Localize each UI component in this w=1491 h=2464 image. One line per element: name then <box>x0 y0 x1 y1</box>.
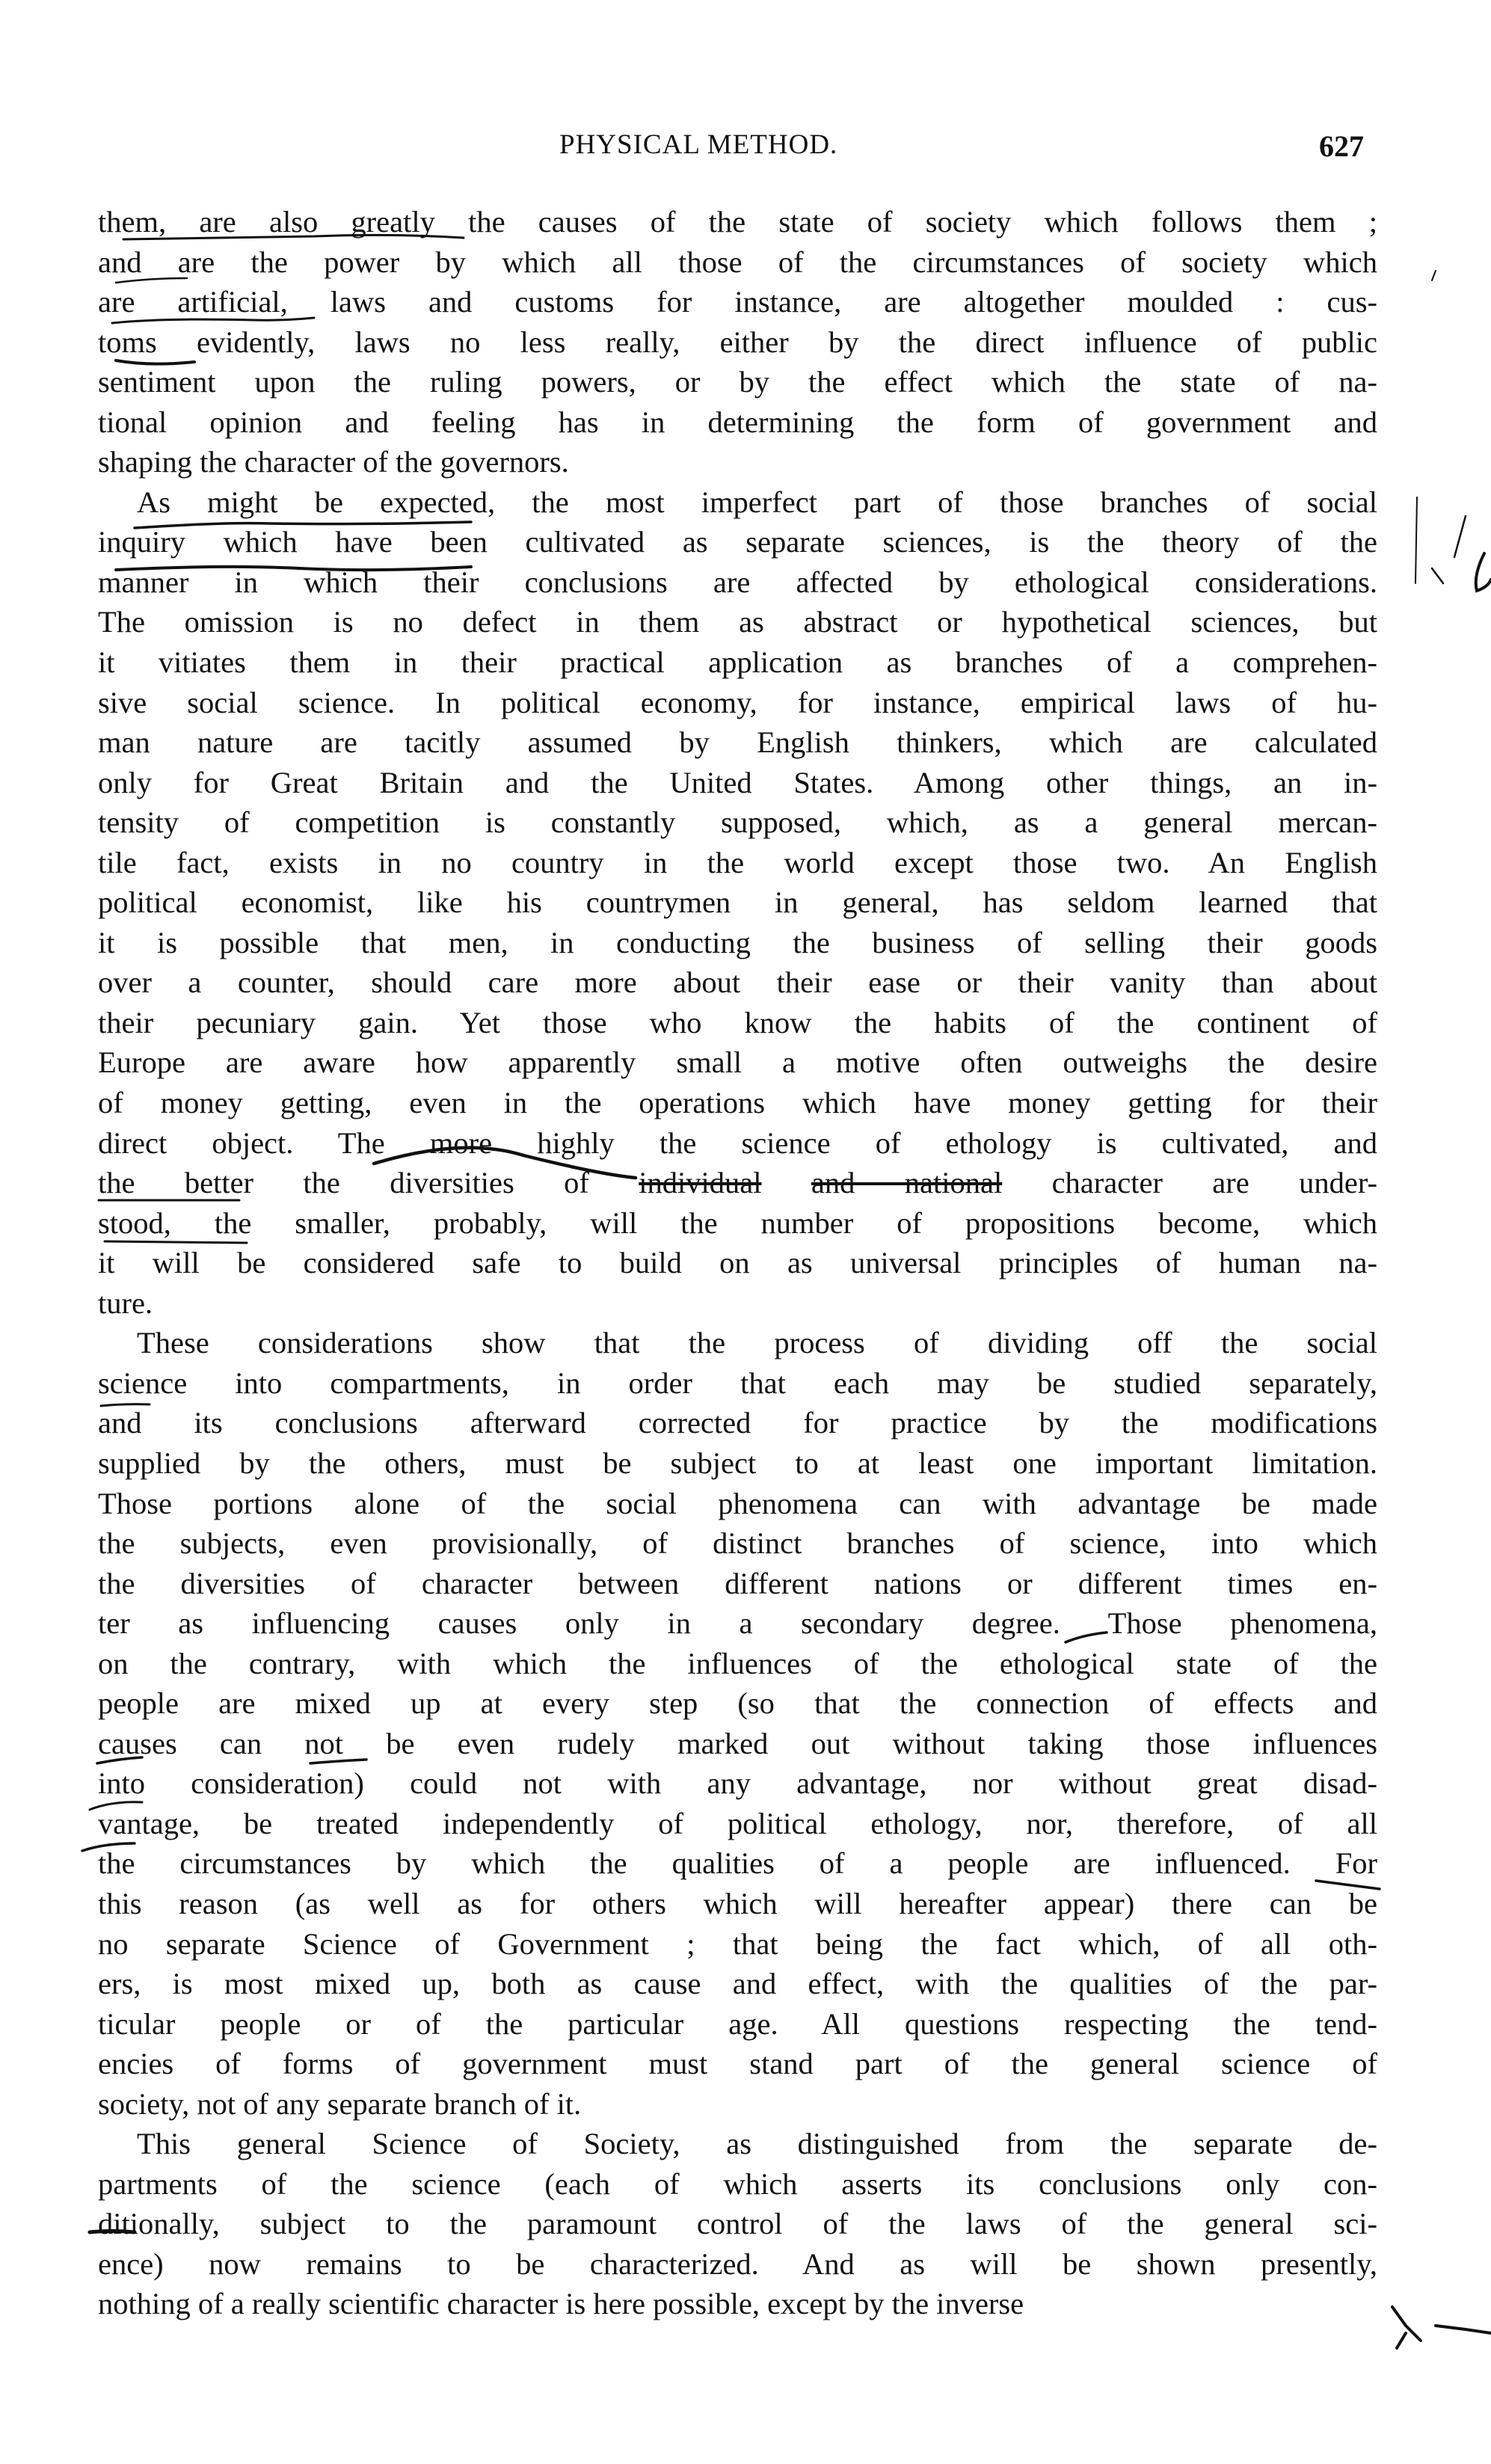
text-line: it is possible that men, in conducting the business of selling their goods <box>98 925 1377 959</box>
text-line: As might be expected, the most imperfect part of those branches of social <box>137 485 1377 519</box>
text-line: science into compartments, in order that each may be studied separately, <box>98 1365 1377 1400</box>
text-line: supplied by the others, must be subject to at least one important limitation. <box>98 1445 1377 1480</box>
text-line: man nature are tacitly assumed by English thinkers, which are calculated <box>98 725 1377 760</box>
text-line: direct object. The more highly the science of ethology is cultivated, and <box>98 1125 1377 1160</box>
text-line: the circumstances by which the qualities of a people are influenced. For <box>98 1846 1377 1881</box>
text-line: tional opinion and feeling has in determining the form of government and <box>98 405 1377 439</box>
body-text <box>98 202 1377 2324</box>
text-line: sive social science. In political economy, for instance, empirical laws of hu- <box>98 685 1377 719</box>
text-line: no separate Science of Government ; that being the fact which, of all oth- <box>98 1926 1377 1961</box>
text-line: These considerations show that the process of dividing off the social <box>137 1326 1377 1360</box>
text-line: inquiry which have been cultivated as separate sciences, is the theory of the <box>98 525 1377 559</box>
margin-scribble <box>1415 497 1417 583</box>
text-line: on the contrary, with which the influences of the ethological state of the <box>98 1646 1377 1680</box>
text-line: ers, is most mixed up, both as cause and effect, with the qualities of the par- <box>98 1967 1377 2001</box>
text-line: ence) now remains to be characterized. And as will be shown presently, <box>98 2246 1377 2281</box>
running-head-title: PHYSICAL METHOD. <box>559 129 838 160</box>
text-line: their pecuniary gain. Yet those who know the habits of the continent of <box>98 1005 1377 1039</box>
text-line: vantage, be treated independently of political ethology, nor, therefore, of all <box>98 1806 1377 1840</box>
text-line: This general Science of Society, as distinguished from the separate de- <box>137 2127 1377 2161</box>
text-line: ticular people or of the particular age. All questions respecting the tend- <box>98 2006 1377 2041</box>
struck-word: individual <box>639 1166 762 1200</box>
text-line: Those portions alone of the social phenomena can with advantage be made <box>98 1486 1377 1520</box>
margin-scribble <box>1432 516 1466 583</box>
text-line: this reason (as well as for others which will hereafter appear) there can be <box>98 1886 1377 1920</box>
text-line: partments of the science (each of which asserts its conclusions only con- <box>98 2166 1377 2201</box>
paragraph <box>98 202 1377 482</box>
text-line: them, are also greatly the causes of the state of society which follows them ; <box>98 205 1377 239</box>
text-line: people are mixed up at every step (so that the connection of effects and <box>98 1686 1377 1721</box>
text-line: ture. <box>98 1285 153 1320</box>
text-line: and are the power by which all those of the circumstances of society which <box>98 245 1377 279</box>
text-line: the better the diversities of individual and national character are under- <box>98 1166 1378 1200</box>
text-line: only for Great Britain and the United States. Among other things, an in- <box>98 765 1377 799</box>
text-line: and its conclusions afterward corrected for practice by the modifications <box>98 1406 1377 1440</box>
text-line: it will be considered safe to build on as universal principles of human na- <box>98 1246 1377 1280</box>
text-line: tensity of competition is constantly supposed, which, as a general mercan- <box>98 805 1377 840</box>
text-line: shaping the character of the governors. <box>98 445 569 479</box>
margin-tick <box>1432 271 1436 280</box>
text-line: the diversities of character between different nations or different times en- <box>98 1566 1377 1600</box>
text-line: stood, the smaller, probably, will the number of propositions become, which <box>98 1205 1377 1240</box>
page-number: 627 <box>1319 129 1364 163</box>
text-line: encies of forms of government must stand part of the general science of <box>98 2047 1377 2081</box>
margin-scribble <box>1392 2307 1491 2348</box>
text-line: The omission is no defect in them as abstract or hypothetical sciences, but <box>98 605 1377 639</box>
text-line: over a counter, should care more about their ease or their vanity than about <box>98 965 1377 1000</box>
text-line: tile fact, exists in no country in the world except those two. An English <box>98 845 1377 879</box>
text-line: sentiment upon the ruling powers, or by the effect which the state of na- <box>98 365 1377 399</box>
struck-word: and national <box>811 1166 1003 1200</box>
text-line: society, not of any separate branch of it. <box>98 2086 582 2121</box>
margin-scribble <box>1476 553 1491 591</box>
text-line: political economist, like his countrymen in general, has seldom learned that <box>98 885 1377 920</box>
text-line: into consideration) could not with any advantage, nor without great disad- <box>98 1766 1377 1801</box>
paragraph <box>98 482 1377 1323</box>
text-line: ditionally, subject to the paramount control of the laws of the general sci- <box>98 2207 1377 2241</box>
paragraph <box>98 1323 1377 2124</box>
text-line: Europe are aware how apparently small a motive often outweighs the desire <box>98 1045 1377 1080</box>
text-line: the subjects, even provisionally, of distinct branches of science, into which <box>98 1526 1377 1561</box>
text-line: nothing of a really scientific character is here possible, except by the inverse <box>98 2287 1024 2321</box>
paragraph <box>98 2124 1377 2324</box>
text-line: of money getting, even in the operations which have money getting for their <box>98 1086 1377 1120</box>
text-line: ter as influencing causes only in a secondary degree. Those phenomena, <box>98 1606 1377 1641</box>
text-line: causes can not be even rudely marked out without taking those influences <box>98 1726 1377 1760</box>
text-line: toms evidently, laws no less really, either by the direct influence of public <box>98 325 1377 359</box>
text-line: manner in which their conclusions are affected by ethological considerations. <box>98 565 1377 599</box>
text-line: it vitiates them in their practical application as branches of a comprehen- <box>98 645 1377 680</box>
text-line: are artificial, laws and customs for instance, are altogether moulded : cus- <box>98 285 1377 319</box>
running-head <box>0 129 1491 166</box>
